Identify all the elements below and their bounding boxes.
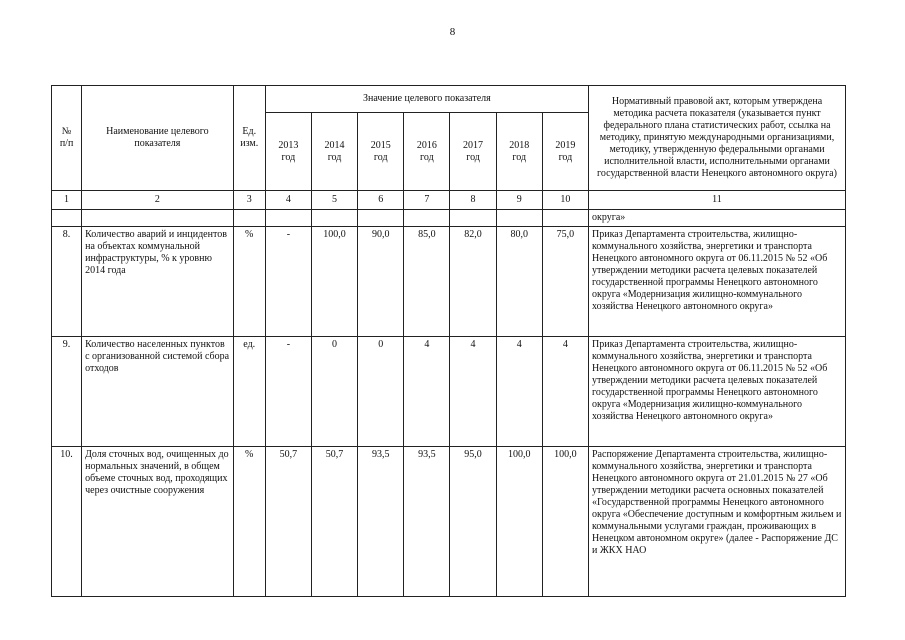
row-value: 93,5 <box>404 447 450 597</box>
row-indicator-name: Количество населенных пунктов с организованной системой сбора отходов <box>82 337 234 447</box>
row-value: 4 <box>450 337 496 447</box>
header-year: 2016 год <box>404 113 450 191</box>
header-year: 2013 год <box>265 113 311 191</box>
row-value: 100,0 <box>311 227 357 337</box>
header-unit: Ед. изм. <box>233 86 265 191</box>
column-number: 2 <box>82 191 234 210</box>
target-indicators-table <box>51 85 846 597</box>
header-year: 2017 год <box>450 113 496 191</box>
row-value: - <box>265 227 311 337</box>
column-number: 6 <box>358 191 404 210</box>
column-number: 10 <box>542 191 588 210</box>
header-year: 2019 год <box>542 113 588 191</box>
row-value: 0 <box>311 337 357 447</box>
row-legal-act: Приказ Департамента строительства, жилищно-коммунального хозяйства, энергетики и транспорта Ненецкого автономного округа от 06.11.2015 № 52 «Об утверждении методики расчета целевых показателей государственной программы Ненецкого автономного округа «Модернизация жилищно-коммунального хозяйства Ненецкого автономного округа» <box>589 227 846 337</box>
row-value: 4 <box>404 337 450 447</box>
header-name: Наименование целевого показателя <box>82 86 234 191</box>
column-number: 4 <box>265 191 311 210</box>
column-number: 11 <box>589 191 846 210</box>
page-number: 8 <box>449 26 456 38</box>
column-number: 9 <box>496 191 542 210</box>
column-numbers-row <box>52 191 846 210</box>
row-unit: ед. <box>233 337 265 447</box>
continuation-row <box>52 210 846 227</box>
row-legal-act: Распоряжение Департамента строительства, жилищно-коммунального хозяйства, энергетики и транспорта Ненецкого автономного округа от 21.01.2015 № 27 «Об утверждении методики расчета основных показателей «Государственной программы Ненецкого автономного округа «Обеспечение доступным и комфортным жильем и коммунальными услугами граждан, проживающих в Ненецком автономном округе» (далее - Распоряжение ДС и ЖКХ НАО <box>589 447 846 597</box>
header-year: 2018 год <box>496 113 542 191</box>
row-unit: % <box>233 447 265 597</box>
row-value: 100,0 <box>542 447 588 597</box>
row-value: 50,7 <box>265 447 311 597</box>
row-value: 75,0 <box>542 227 588 337</box>
header-act: Нормативный правовой акт, которым утверждена методика расчета показателя (указывается пункт федерального плана статистических работ, ссылка на методику, принятую международными организациями, методику, утвержденную федеральными органами исполнительной власти, исполнительными органами государственной власти Ненецкого автономного округа) <box>589 86 846 191</box>
header-group: Значение целевого показателя <box>265 86 588 113</box>
row-value: 4 <box>496 337 542 447</box>
column-number: 1 <box>52 191 82 210</box>
row-value: 82,0 <box>450 227 496 337</box>
header-num: № п/п <box>52 86 82 191</box>
column-number: 5 <box>311 191 357 210</box>
row-value: 85,0 <box>404 227 450 337</box>
row-indicator-name: Доля сточных вод, очищенных до нормальных значений, в общем объеме сточных вод, проходящих через очистные сооружения <box>82 447 234 597</box>
row-value: 50,7 <box>311 447 357 597</box>
header-row-top <box>52 86 846 113</box>
table-row <box>52 227 846 337</box>
table-row <box>52 447 846 597</box>
row-value: - <box>265 337 311 447</box>
row-value: 93,5 <box>358 447 404 597</box>
row-indicator-name: Количество аварий и инцидентов на объектах коммунальной инфраструктуры, % к уровню 2014 года <box>82 227 234 337</box>
header-year: 2015 год <box>358 113 404 191</box>
row-num: 8. <box>52 227 82 337</box>
row-unit: % <box>233 227 265 337</box>
column-number: 7 <box>404 191 450 210</box>
row-value: 80,0 <box>496 227 542 337</box>
row-num: 10. <box>52 447 82 597</box>
row-num: 9. <box>52 337 82 447</box>
table-row <box>52 337 846 447</box>
column-number: 3 <box>233 191 265 210</box>
column-number: 8 <box>450 191 496 210</box>
row-value: 4 <box>542 337 588 447</box>
row-value: 90,0 <box>358 227 404 337</box>
row-value: 95,0 <box>450 447 496 597</box>
continuation-text: округа» <box>589 210 846 227</box>
row-legal-act: Приказ Департамента строительства, жилищно-коммунального хозяйства, энергетики и транспорта Ненецкого автономного округа от 06.11.2015 № 52 «Об утверждении методики расчета целевых показателей государственной программы Ненецкого автономного округа «Модернизация жилищно-коммунального хозяйства Ненецкого автономного округа» <box>589 337 846 447</box>
header-year: 2014 год <box>311 113 357 191</box>
row-value: 0 <box>358 337 404 447</box>
row-value: 100,0 <box>496 447 542 597</box>
